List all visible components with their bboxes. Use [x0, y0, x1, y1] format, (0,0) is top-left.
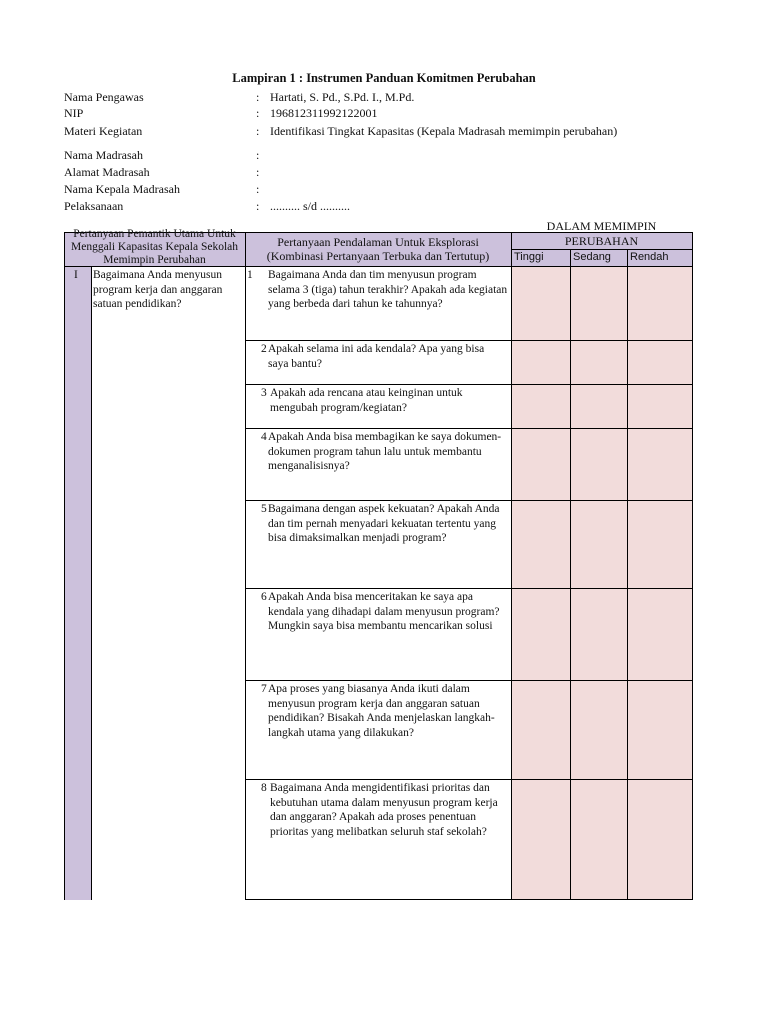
question-number: 1	[247, 269, 253, 281]
info-label: Pelaksanaan	[64, 199, 124, 213]
question-number: 5	[261, 503, 267, 515]
header-rating-line1: DALAM MEMIMPIN	[546, 219, 657, 233]
header-rating-line2: PERUBAHAN	[564, 234, 639, 248]
header-exploration-line2: (Kombinasi Pertanyaan Terbuka dan Tertutup)	[266, 249, 490, 263]
question-number: 4	[261, 431, 267, 443]
info-colon: :	[256, 165, 260, 179]
question-number: 6	[261, 591, 267, 603]
info-colon: :	[256, 148, 260, 162]
info-label: Alamat Madrasah	[64, 165, 150, 179]
question-text: Apakah ada rencana atau keinginan untuk mengubah program/kegiatan?	[270, 387, 463, 414]
info-colon: :	[256, 182, 260, 196]
page-title: Lampiran 1 : Instrumen Panduan Komitmen Perubahan	[232, 71, 536, 85]
question-text: Bagaimana dengan aspek kekuatan? Apakah Anda dan tim pernah menyadari kekuatan tertentu yang bisa dimaksimalkan menjadi program?	[268, 503, 500, 544]
question-text: Apakah selama ini ada kendala? Apa yang bisa saya bantu?	[268, 343, 485, 370]
header-exploration-line1: Pertanyaan Pendalaman Untuk Eksplorasi	[277, 235, 479, 249]
question-text: Bagaimana Anda mengidentifikasi prioritas dan kebutuhan utama dalam menyusun program kerja dan anggaran? Apakah ada proses penentuan prioritas yang melibatkan seluruh staf sekolah?	[270, 782, 498, 838]
rating-label-sedang: Sedang	[573, 251, 611, 263]
question-number: 2	[261, 343, 267, 355]
info-label: Nama Kepala Madrasah	[64, 182, 180, 196]
info-value: Hartati, S. Pd., S.Pd. I., M.Pd.	[270, 90, 415, 104]
question-text: Apakah Anda bisa menceritakan ke saya apa kendala yang dihadapi dalam menyusun program? Mungkin saya bisa membantu mencarikan solusi	[268, 591, 500, 632]
question-text: Apa proses yang biasanya Anda ikuti dalam menyusun program kerja dan anggaran satuan pendidikan? Bisakah Anda menjelaskan langkah-langkah utama yang dilakukan?	[268, 683, 495, 739]
info-value: .......... s/d ..........	[270, 199, 351, 213]
rating-label-rendah: Rendah	[630, 251, 669, 263]
question-number: 3	[261, 387, 267, 399]
question-text: Bagaimana Anda dan tim menyusun program selama 3 (tiga) tahun terakhir? Apakah ada kegiatan yang berbeda dari tahun ke tahunnya?	[268, 269, 508, 310]
rating-label-tinggi: Tinggi	[514, 251, 544, 263]
question-text: Apakah Anda bisa membagikan ke saya dokumen-dokumen program tahun lalu untuk membantu menganalisisnya?	[268, 431, 502, 472]
info-value: Identifikasi Tingkat Kapasitas (Kepala Madrasah memimpin perubahan)	[270, 124, 618, 138]
question-number: 7	[261, 683, 267, 695]
info-colon: :	[256, 199, 260, 213]
info-label: Nama Pengawas	[64, 90, 144, 104]
question-number: 8	[261, 782, 267, 794]
info-label: Nama Madrasah	[64, 148, 143, 162]
info-label: Materi Kegiatan	[64, 124, 143, 138]
rating-area-bg	[511, 266, 692, 900]
main-question-text: Bagaimana Anda menyusun program kerja dan anggaran satuan pendidikan?	[93, 269, 223, 310]
info-colon: :	[256, 106, 260, 120]
info-value: 196812311992122001	[270, 106, 378, 120]
info-colon: :	[256, 90, 260, 104]
header-main-question: Pertanyaan Pemantik Utama Untuk Menggali Kapasitas Kepala Sekolah Memimpin Perubahan	[70, 228, 239, 266]
number-column-bg	[64, 266, 91, 900]
main-question-number: I	[74, 269, 78, 281]
info-colon: :	[256, 124, 260, 138]
info-label: NIP	[64, 106, 84, 120]
